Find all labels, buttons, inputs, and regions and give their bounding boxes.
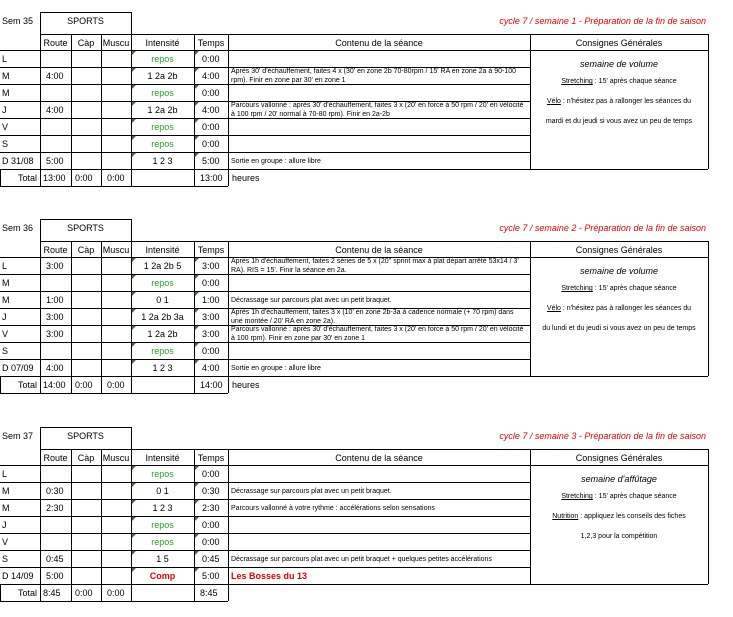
temps-value: 0:30 bbox=[202, 486, 220, 496]
contenu-value: Parcours vallonné : après 30' d'échauffement, faites 3 x (20' en force à 50 rpm / 20' en vélocité à 100 rpm). Finir en zone par 30' en zone 1 bbox=[231, 326, 524, 342]
route-value: 3:00 bbox=[46, 329, 64, 339]
cell-marker-icon bbox=[132, 85, 136, 89]
day-label: J bbox=[2, 105, 7, 115]
day-label: S bbox=[2, 554, 9, 564]
intensite-value: repos bbox=[151, 278, 174, 288]
temps-value: 5:00 bbox=[202, 156, 220, 166]
day-label: M bbox=[2, 486, 10, 496]
intensite-value: repos bbox=[151, 469, 174, 479]
route-value: 0:45 bbox=[46, 554, 64, 564]
week-block bbox=[0, 12, 733, 202]
cell-marker-icon bbox=[132, 517, 136, 521]
cell-marker-icon bbox=[195, 551, 199, 555]
day-label: M bbox=[2, 295, 10, 305]
day-label: M bbox=[2, 71, 10, 81]
cell-marker-icon bbox=[132, 483, 136, 487]
header-contenu: Contenu de la séance bbox=[335, 453, 423, 463]
day-label: M bbox=[2, 503, 10, 513]
intensite-value: 1 2a 2b 5 bbox=[143, 261, 182, 271]
consigne-line bbox=[530, 90, 708, 108]
header-muscu: Muscu bbox=[102, 453, 130, 463]
cell-marker-icon bbox=[132, 534, 136, 538]
intensite-value: 1 2a 2b bbox=[147, 105, 178, 115]
day-label: D 31/08 bbox=[2, 156, 34, 166]
header-contenu: Contenu de la séance bbox=[335, 245, 423, 255]
week-label: Sem 35 bbox=[2, 16, 34, 26]
header-intensite: Intensité bbox=[145, 453, 180, 463]
contenu-value: Décrassage sur parcours plat avec un petit braquet. bbox=[231, 297, 392, 304]
cell-marker-icon bbox=[132, 102, 136, 106]
day-label: L bbox=[2, 261, 8, 271]
consigne-line bbox=[530, 317, 708, 335]
temps-value: 2:30 bbox=[202, 503, 220, 513]
temps-value: 0:00 bbox=[202, 278, 220, 288]
intensite-value: 1 2 3 bbox=[152, 503, 173, 513]
cell-marker-icon bbox=[132, 136, 136, 140]
total-route: 14:00 bbox=[43, 380, 66, 390]
total-route: 8:45 bbox=[43, 588, 61, 598]
cell-marker-icon bbox=[195, 119, 199, 123]
contenu-value: Les Bosses du 13 bbox=[231, 571, 308, 581]
cycle-title: cycle 7 / semaine 1 - Préparation de la fin de saison bbox=[499, 16, 706, 26]
cell-marker-icon bbox=[132, 258, 136, 262]
consigne-prefix: Stretching bbox=[561, 78, 593, 85]
intensite-value: 1 2a 2b bbox=[147, 71, 178, 81]
cell-marker-icon bbox=[195, 500, 199, 504]
consigne-line bbox=[530, 297, 708, 315]
consigne-text: du lundi et du jeudi si vous avez un peu de temps bbox=[542, 325, 696, 332]
intensite-value: repos bbox=[151, 122, 174, 132]
consigne-line bbox=[530, 277, 708, 295]
cell-marker-icon bbox=[195, 534, 199, 538]
intensite-value: repos bbox=[151, 54, 174, 64]
day-label: L bbox=[2, 469, 8, 479]
day-label: V bbox=[2, 122, 9, 132]
route-value: 4:00 bbox=[46, 363, 64, 373]
contenu-value: Décrassage sur parcours plat avec un petit braquet. bbox=[231, 488, 392, 495]
consigne-text: : n'hésitez pas à rallonger les séances du bbox=[560, 305, 692, 312]
route-value: 0:30 bbox=[46, 486, 64, 496]
temps-value: 5:00 bbox=[202, 571, 220, 581]
cell-marker-icon bbox=[132, 153, 136, 157]
total-temps: 14:00 bbox=[200, 380, 223, 390]
temps-value: 0:00 bbox=[202, 88, 220, 98]
route-value: 1:00 bbox=[46, 295, 64, 305]
consigne-text: : 15' après chaque séance bbox=[592, 78, 677, 85]
intensite-value: repos bbox=[151, 346, 174, 356]
consigne-line bbox=[530, 70, 708, 88]
cell-marker-icon bbox=[132, 275, 136, 279]
cycle-title: cycle 7 / semaine 2 - Préparation de la fin de saison bbox=[499, 223, 706, 233]
contenu-value: Après 30' d'échauffement, faites 4 x (30' en zone 2b 70-80rpm / 15' RA en zone 2a à 90-100 rpm). Finir en zone par 30' en zone 1 bbox=[231, 68, 517, 84]
total-temps: 8:45 bbox=[200, 588, 218, 598]
header-intensite: Intensité bbox=[145, 245, 180, 255]
day-label: S bbox=[2, 139, 9, 149]
consigne-text: : 15' après chaque séance bbox=[592, 493, 677, 500]
temps-value: 0:00 bbox=[202, 122, 220, 132]
total-muscu: 0:00 bbox=[107, 173, 125, 183]
consigne-text: semaine de volume bbox=[579, 59, 659, 69]
day-label: V bbox=[2, 537, 9, 547]
cell-marker-icon bbox=[195, 153, 199, 157]
cell-marker-icon bbox=[132, 500, 136, 504]
total-label: Total bbox=[18, 380, 38, 390]
sports-header: SPORTS bbox=[67, 16, 104, 26]
consigne-line bbox=[530, 110, 708, 128]
temps-value: 0:00 bbox=[202, 139, 220, 149]
header-route: Route bbox=[43, 453, 68, 463]
consigne-prefix: Stretching bbox=[561, 285, 593, 292]
header-route: Route bbox=[43, 38, 68, 48]
header-consignes: Consignes Générales bbox=[575, 453, 663, 463]
contenu-value: Après 1h d'échauffement, faites 2 séries de 5 x (20'' sprint max à plat départ arrêté 53x14 / 3' RA). RIS = 15'. Finir la séance en 2a. bbox=[231, 258, 519, 274]
cell-marker-icon bbox=[195, 343, 199, 347]
header-route: Route bbox=[43, 245, 68, 255]
consigne-text: : n'hésitez pas à rallonger les séances du bbox=[560, 98, 692, 105]
intensite-value: 1 2a 2b 3a bbox=[141, 312, 184, 322]
temps-value: 0:00 bbox=[202, 346, 220, 356]
cell-marker-icon bbox=[195, 102, 199, 106]
total-label: Total bbox=[18, 173, 38, 183]
day-label: V bbox=[2, 329, 9, 339]
total-cap: 0:00 bbox=[75, 380, 93, 390]
consigne-text: 1,2,3 pour la compétition bbox=[580, 533, 658, 540]
intensite-value: repos bbox=[151, 520, 174, 530]
consigne-text: : 15' après chaque séance bbox=[592, 285, 677, 292]
intensite-value: 1 2 3 bbox=[152, 363, 173, 373]
temps-value: 3:00 bbox=[202, 329, 220, 339]
intensite-value: 0 1 bbox=[156, 486, 169, 496]
cell-marker-icon bbox=[195, 326, 199, 330]
total-unit: heures bbox=[232, 380, 260, 390]
day-label: M bbox=[2, 88, 10, 98]
consigne-prefix: Vélo bbox=[546, 98, 561, 105]
day-label: L bbox=[2, 54, 8, 64]
cell-marker-icon bbox=[132, 309, 136, 313]
route-value: 5:00 bbox=[46, 156, 64, 166]
day-label: D 14/09 bbox=[2, 571, 34, 581]
consigne-prefix: Stretching bbox=[561, 493, 593, 500]
header-temps: Temps bbox=[197, 38, 225, 48]
temps-value: 0:45 bbox=[202, 554, 220, 564]
cell-marker-icon bbox=[195, 68, 199, 72]
intensite-value: 0 1 bbox=[156, 295, 169, 305]
route-value: 3:00 bbox=[46, 261, 64, 271]
cell-marker-icon bbox=[195, 51, 199, 55]
cell-marker-icon bbox=[195, 292, 199, 296]
consigne-text: : appliquez les conseils des fiches bbox=[578, 513, 686, 520]
header-cap: Càp bbox=[77, 38, 95, 48]
cell-marker-icon bbox=[195, 136, 199, 140]
header-muscu: Muscu bbox=[102, 245, 130, 255]
total-unit: heures bbox=[232, 173, 260, 183]
temps-value: 4:00 bbox=[202, 363, 220, 373]
sports-header: SPORTS bbox=[67, 223, 104, 233]
total-cap: 0:00 bbox=[75, 173, 93, 183]
temps-value: 3:00 bbox=[202, 261, 220, 271]
consigne-text: semaine d'affûtage bbox=[581, 474, 657, 484]
contenu-value: Parcours vallonné à votre rythme : accélérations selon sensations bbox=[231, 505, 435, 512]
total-muscu: 0:00 bbox=[107, 380, 125, 390]
cell-marker-icon bbox=[132, 343, 136, 347]
cell-marker-icon bbox=[195, 483, 199, 487]
header-cap: Càp bbox=[77, 245, 95, 255]
day-label: M bbox=[2, 278, 10, 288]
cell-marker-icon bbox=[195, 466, 199, 470]
consigne-line bbox=[530, 485, 708, 503]
intensite-value: Comp bbox=[149, 571, 176, 581]
cell-marker-icon bbox=[195, 568, 199, 572]
consigne-prefix: Vélo bbox=[546, 305, 561, 312]
total-temps: 13:00 bbox=[200, 173, 223, 183]
consigne-line bbox=[530, 525, 708, 543]
consigne-prefix: Nutrition bbox=[552, 513, 579, 520]
header-muscu: Muscu bbox=[102, 38, 130, 48]
day-label: J bbox=[2, 520, 7, 530]
cell-marker-icon bbox=[195, 517, 199, 521]
cell-marker-icon bbox=[132, 551, 136, 555]
intensite-value: 1 2a 2b bbox=[147, 329, 178, 339]
cell-marker-icon bbox=[195, 258, 199, 262]
cell-marker-icon bbox=[132, 360, 136, 364]
cell-marker-icon bbox=[195, 360, 199, 364]
cell-marker-icon bbox=[195, 275, 199, 279]
cell-marker-icon bbox=[132, 568, 136, 572]
temps-value: 4:00 bbox=[202, 71, 220, 81]
consigne-line bbox=[530, 505, 708, 523]
cell-marker-icon bbox=[132, 466, 136, 470]
total-route: 13:00 bbox=[43, 173, 66, 183]
day-label: J bbox=[2, 312, 7, 322]
header-temps: Temps bbox=[197, 245, 225, 255]
sports-header: SPORTS bbox=[67, 431, 104, 441]
cell-marker-icon bbox=[132, 326, 136, 330]
day-label: D 07/09 bbox=[2, 363, 34, 373]
temps-value: 0:00 bbox=[202, 537, 220, 547]
header-intensite: Intensité bbox=[145, 38, 180, 48]
contenu-value: Décrassage sur parcours plat avec un petit braquet + quelques petites accélérations bbox=[231, 556, 492, 563]
header-cap: Càp bbox=[77, 453, 95, 463]
route-value: 3:00 bbox=[46, 312, 64, 322]
contenu-value: Parcours vallonné : après 30' d'échauffement, faites 3 x (20' en force à 50 rpm / 20' en vélocité à 100 rpm / 20' normal à 70-80 rpm). Finir en 2a-2b bbox=[231, 102, 524, 118]
week-label: Sem 37 bbox=[2, 431, 34, 441]
temps-value: 4:00 bbox=[202, 105, 220, 115]
cycle-title: cycle 7 / semaine 3 - Préparation de la fin de saison bbox=[499, 431, 706, 441]
cell-marker-icon bbox=[132, 292, 136, 296]
header-temps: Temps bbox=[197, 453, 225, 463]
temps-value: 0:00 bbox=[202, 520, 220, 530]
route-value: 2:30 bbox=[46, 503, 64, 513]
intensite-value: repos bbox=[151, 88, 174, 98]
week-block bbox=[0, 427, 733, 617]
route-value: 5:00 bbox=[46, 571, 64, 581]
temps-value: 0:00 bbox=[202, 469, 220, 479]
intensite-value: repos bbox=[151, 537, 174, 547]
week-block bbox=[0, 219, 733, 409]
temps-value: 3:00 bbox=[202, 312, 220, 322]
cell-marker-icon bbox=[132, 68, 136, 72]
total-label: Total bbox=[18, 588, 38, 598]
total-cap: 0:00 bbox=[75, 588, 93, 598]
cell-marker-icon bbox=[132, 51, 136, 55]
day-label: S bbox=[2, 346, 9, 356]
contenu-value: Sortie en groupe : allure libre bbox=[231, 158, 321, 165]
consigne-text: semaine de volume bbox=[579, 266, 659, 276]
intensite-value: repos bbox=[151, 139, 174, 149]
intensite-value: 1 2 3 bbox=[152, 156, 173, 166]
cell-marker-icon bbox=[195, 85, 199, 89]
cell-marker-icon bbox=[195, 309, 199, 313]
intensite-value: 1 5 bbox=[156, 554, 169, 564]
total-muscu: 0:00 bbox=[107, 588, 125, 598]
route-value: 4:00 bbox=[46, 105, 64, 115]
header-consignes: Consignes Générales bbox=[575, 245, 663, 255]
consigne-text: mardi et du jeudi si vous avez un peu de temps bbox=[545, 118, 693, 125]
header-contenu: Contenu de la séance bbox=[335, 38, 423, 48]
contenu-value: Après 1h d'échauffement, faites 3 x (10' en zone 2b-3a à cadence normale (+ 70 rpm) dans une montée / 20' RA en zone 2a). bbox=[231, 309, 514, 325]
week-label: Sem 36 bbox=[2, 223, 34, 233]
contenu-value: Sortie en groupe : allure libre bbox=[231, 365, 321, 372]
temps-value: 1:00 bbox=[202, 295, 220, 305]
header-consignes: Consignes Générales bbox=[575, 38, 663, 48]
temps-value: 0:00 bbox=[202, 54, 220, 64]
cell-marker-icon bbox=[132, 119, 136, 123]
route-value: 4:00 bbox=[46, 71, 64, 81]
